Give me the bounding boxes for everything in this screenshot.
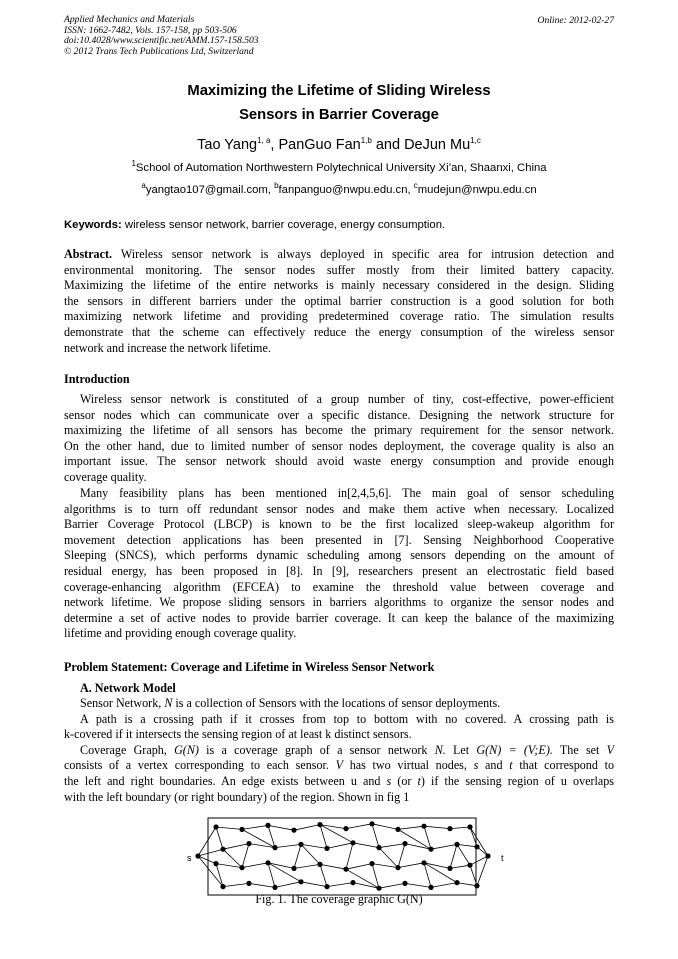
graph-edge (372, 864, 398, 868)
abstract-line: environmental monitoring. The sensor nodes suffer mostly from their limited battery capacity. (64, 262, 614, 277)
publication-info (64, 15, 259, 57)
graph-node (343, 867, 348, 872)
graph-node (343, 826, 348, 831)
graph-edge (216, 827, 242, 829)
graph-edge (379, 844, 405, 848)
graph-edge (398, 844, 405, 868)
graph-edge (294, 844, 301, 868)
graph-node (272, 845, 277, 850)
abstract-line: demonstrate that the scheme can effectively reduce the energy consumption of the wireless sensor (64, 324, 614, 339)
text-line: important issue. The sensor network should avoid waste energy consumption and provide enough (64, 454, 614, 469)
graph-node (474, 883, 479, 888)
title-line-2: Sensors in Barrier Coverage (239, 107, 439, 123)
graph-edge (301, 844, 327, 848)
text-line: consists of a vertex corresponding to each sensor. V has two virtual nodes, s and t that correspond to (64, 758, 615, 773)
figure-caption: Fig. 1. The coverage graphic G(N) (255, 892, 423, 906)
abstract-label: Abstract. (64, 247, 113, 261)
graph-node (317, 862, 322, 867)
graph-node (376, 886, 381, 891)
graph-node (272, 885, 277, 890)
graph-edge (223, 844, 249, 850)
affiliation-mark: 1 (131, 159, 136, 169)
text-line: coverage-enhancing algorithm (EFCEA) to examine the threshold value between coverage and (64, 579, 614, 594)
graph-node (428, 847, 433, 852)
text-line: Wireless sensor network is constituted of a group number of tiny, cost-effective, power-efficient (80, 392, 614, 406)
abstract-line: the sensors in different barriers under the optimal barrier construction is a good solution for both (64, 293, 614, 308)
graph-edge (379, 848, 398, 868)
intro-paragraph-2 (64, 486, 614, 642)
text-line: with the left boundary (or right boundary) of the region. Shown in fig 1 (64, 789, 410, 804)
copyright-line: © 2012 Trans Tech Publications Ltd, Switzerland (64, 45, 254, 57)
graph-node (395, 827, 400, 832)
graph-edge (320, 864, 346, 869)
text-line: Sleeping (SNCS), which performs dynamic scheduling among sensors depending on the amount of (64, 548, 614, 563)
text-line: maximizing the lifetime of all sensors has become the primary requirement for the sensor network. (64, 423, 614, 438)
author-affiliation-mark: 1, a (257, 136, 271, 146)
graph-node (402, 881, 407, 886)
graph-edge (457, 883, 477, 886)
graph-node (246, 841, 251, 846)
graph-node (447, 866, 452, 871)
graph-node (265, 860, 270, 865)
coverage-graph-figure (180, 815, 510, 897)
graph-edge (268, 863, 294, 869)
email-link[interactable]: mudejun@nwpu.edu.cn (417, 184, 537, 196)
subsection-heading-network-model: A. Network Model (80, 681, 176, 695)
graph-node (474, 844, 479, 849)
graph-edge (353, 883, 379, 889)
graph-node (220, 884, 225, 889)
graph-edge (242, 825, 268, 829)
graph-node (350, 880, 355, 885)
journal-name: Applied Mechanics and Materials (64, 14, 195, 25)
author-name: , PanGuo Fan (270, 137, 361, 153)
text-line: residual energy, has been proposed in [8]. In [9], researchers present an electrostatic field based (64, 563, 614, 578)
affiliation (0, 159, 678, 174)
graph-node (454, 842, 459, 847)
text-line: algorithms is to turn off redundant sensor nodes and make them active when necessary. Localized (64, 501, 614, 516)
graph-node (317, 822, 322, 827)
email-mark: a (141, 181, 146, 191)
email-mark: b (274, 181, 279, 191)
graph-edge (457, 844, 470, 865)
graph-edge (242, 863, 268, 868)
graph-node (291, 866, 296, 871)
graph-node (324, 846, 329, 851)
graph-edge (275, 844, 301, 847)
graph-edge (320, 864, 327, 886)
author-name: and DeJun Mu (371, 137, 471, 153)
text-line: the left and right boundaries. An edge exists between u and s (or t) if the sensing region of u overlaps (64, 773, 614, 788)
graph-edge (372, 824, 379, 848)
text-line: k-covered if it intersects the sensing region of at least k distinct sensors. (64, 727, 412, 742)
graph-node (291, 828, 296, 833)
figure-label-t: t (501, 853, 504, 863)
author-affiliation-mark: 1,b (360, 136, 372, 146)
section-heading-problem-statement: Problem Statement: Coverage and Lifetime in Wireless Sensor Network (64, 660, 435, 674)
author-name: Tao Yang (197, 137, 258, 153)
email-link[interactable]: fanpanguo@nwpu.edu.cn, (278, 184, 414, 196)
graph-node (213, 824, 218, 829)
graph-edge (223, 883, 249, 886)
abstract (64, 247, 614, 356)
graph-node (239, 827, 244, 832)
graph-node (369, 861, 374, 866)
email-link[interactable]: yangtao107@gmail.com, (145, 184, 275, 196)
text-line: On the other hand, due to limited number of sensor nodes deployment, the coverage quality is also an (64, 438, 614, 453)
figure-label-s: s (187, 853, 192, 863)
graph-edge (431, 883, 457, 888)
graph-edge (327, 843, 353, 849)
graph-edge (346, 843, 353, 869)
text-line: determine a set of active nodes to provide barrier coverage. It can keep the balance of the maximizing (64, 610, 614, 625)
graph-node (485, 853, 490, 858)
abstract-line: maximizing network lifetime and providing predetermined coverage ratio. The simulation results (64, 309, 614, 324)
title-line-1: Maximizing the Lifetime of Sliding Wireless (187, 83, 491, 99)
graph-node (428, 885, 433, 890)
graph-node (369, 821, 374, 826)
graph-edge (353, 843, 379, 848)
graph-edge (301, 882, 327, 887)
email-mark: c (413, 181, 418, 191)
graph-node (395, 865, 400, 870)
issn-line: ISSN: 1662-7482, Vols. 157-158, pp 503-506 (64, 24, 237, 36)
graph-node (467, 863, 472, 868)
graph-edge (249, 883, 275, 887)
text-line: sensor nodes which can communicate over a specific distance. Designing the network structure for (64, 407, 614, 422)
author-list (0, 137, 678, 153)
graph-edge (450, 844, 457, 868)
graph-node (298, 879, 303, 884)
graph-edge (457, 844, 477, 846)
graph-edge (405, 883, 431, 887)
network-model-text (64, 696, 614, 805)
keywords-text: wireless sensor network, barrier coverage, energy consumption. (121, 219, 446, 231)
graph-edge (198, 856, 223, 887)
graph-edge (398, 826, 424, 829)
graph-node (213, 861, 218, 866)
graph-edge (398, 863, 424, 868)
paper-title (0, 79, 678, 127)
abstract-line: network and increase the network lifetime. (64, 340, 271, 355)
graph-edges (198, 824, 488, 888)
text-line: movement detection applications has been presented in [7]. Sensing Neighborhood Cooperative (64, 532, 614, 547)
graph-edge (431, 844, 457, 849)
graph-edge (242, 844, 249, 868)
text-line: Many feasibility plans has been mentioned in[2,4,5,6]. The main goal of sensor scheduling (80, 486, 614, 500)
abstract-line: Abstract. Wireless sensor network is always deployed in specific area for intrusion detection and (64, 247, 614, 261)
online-date: Online: 2012-02-27 (537, 15, 614, 26)
graph-edge (294, 825, 320, 831)
graph-edge (216, 864, 223, 887)
graph-node (454, 880, 459, 885)
text-line: Coverage Graph, G(N) is a coverage graph of a sensor network N. Let G(N) = (V;E). The set V (80, 742, 615, 757)
text-line: Barrier Coverage Protocol (LBCP) is known to be the first localized sleep-wakeup algorithm for (64, 517, 614, 532)
graph-node (447, 826, 452, 831)
graph-node (195, 853, 200, 858)
graph-edge (470, 827, 488, 856)
graph-edge (275, 882, 301, 888)
doi-line: doi:10.4028/www.scientific.net/AMM.157-158.503 (64, 35, 259, 47)
intro-paragraph-1 (64, 392, 614, 486)
graph-edge (294, 864, 320, 868)
graph-node (246, 881, 251, 886)
graph-node (324, 884, 329, 889)
graph-edge (346, 864, 372, 870)
graph-edge (372, 824, 398, 830)
graph-edge (450, 827, 470, 829)
text-line: lifetime and providing enough coverage quality. (64, 626, 297, 641)
graph-node (239, 865, 244, 870)
section-heading-introduction: Introduction (64, 372, 130, 386)
graph-node (265, 823, 270, 828)
author-emails (0, 181, 678, 196)
text-line: network lifetime. We propose sliding sensors in barriers algorithms to organize the sensor nodes and (64, 595, 614, 610)
graph-node (467, 824, 472, 829)
keywords (64, 219, 614, 231)
graph-node (376, 845, 381, 850)
text-line: Sensor Network, N is a collection of Sensors with the locations of sensor deployments. (80, 696, 501, 710)
text-line: coverage quality. (64, 469, 147, 484)
graph-node (421, 860, 426, 865)
graph-edge (268, 825, 294, 830)
keywords-label: Keywords: (64, 219, 122, 231)
graph-edge (450, 865, 470, 868)
graph-edge (301, 844, 320, 864)
graph-nodes (195, 821, 490, 891)
graph-edge (424, 826, 450, 828)
graph-edge (346, 824, 372, 829)
graph-edge (327, 883, 353, 887)
author-affiliation-mark: 1,c (470, 136, 481, 146)
graph-node (350, 840, 355, 845)
text-line: A path is a crossing path if it crosses from top to bottom with no covered. A crossing path is (80, 711, 614, 726)
graph-node (220, 847, 225, 852)
affiliation-text: School of Automation Northwestern Polytechnical University Xi’an, Shaanxi, China (135, 162, 547, 174)
graph-node (402, 841, 407, 846)
graph-edge (216, 827, 223, 849)
graph-node (298, 842, 303, 847)
abstract-line: Maximizing the lifetime of the entire networks is mainly necessary considered in the design. Sliding (64, 278, 614, 293)
graph-edge (379, 883, 405, 888)
graph-node (421, 824, 426, 829)
